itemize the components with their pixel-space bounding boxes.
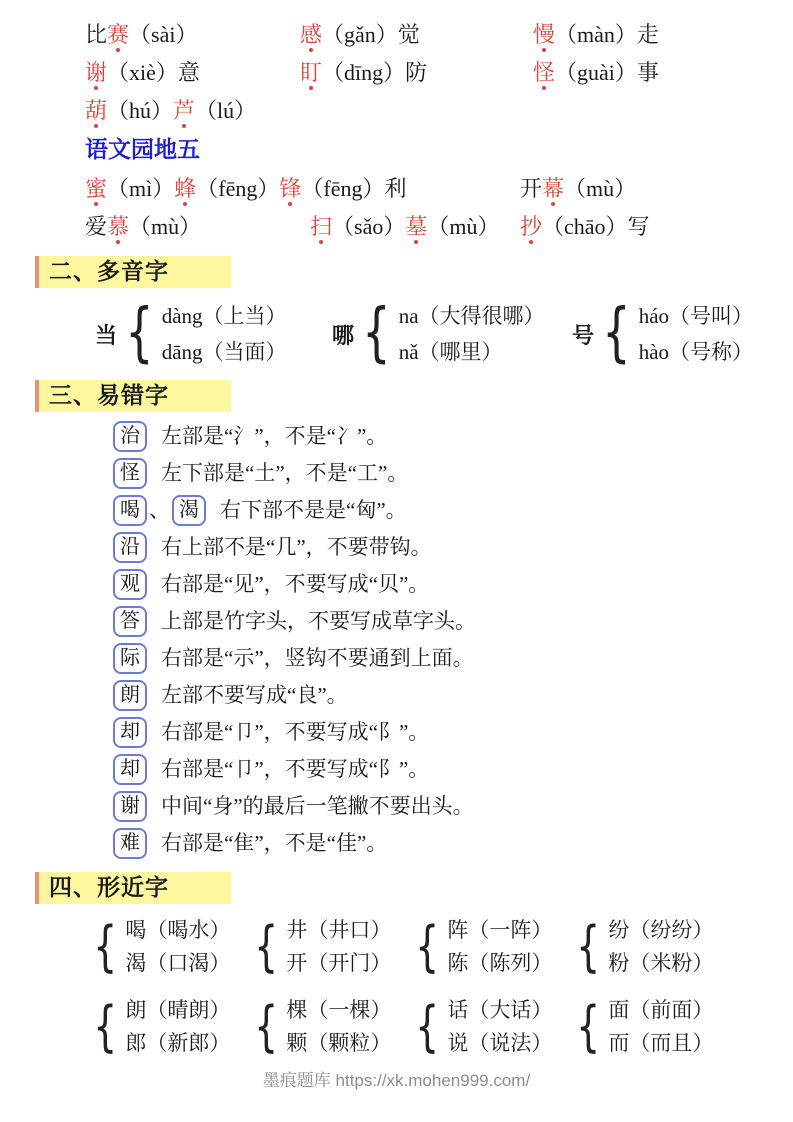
error-note: 右上部不是“几”，不要带钩。	[161, 535, 432, 559]
boxed-character: 朗	[113, 680, 147, 711]
brace-glyph: {	[576, 994, 601, 1058]
pair-word: 颗（颗粒）	[286, 1031, 392, 1055]
text-run: （dīng）防	[322, 60, 428, 85]
boxed-character: 际	[113, 643, 147, 674]
error-note: 左部不要写成“良”。	[161, 683, 348, 707]
brace-glyph: {	[602, 296, 631, 371]
polyphone-group	[95, 298, 332, 370]
boxed-character: 答	[113, 606, 147, 637]
pair-word: 面（前面）	[608, 998, 714, 1022]
key-character: 葫	[85, 98, 108, 123]
error-note: 右部是“见”，不要写成“贝”。	[161, 572, 430, 596]
error-prone-item	[113, 788, 793, 825]
readings-list	[639, 298, 753, 370]
polyphone-group	[332, 298, 572, 370]
pair-word: 话（大话）	[447, 998, 553, 1022]
polyphone-character: 号	[572, 322, 595, 348]
lookalike-group	[410, 914, 571, 980]
pair-word: 朗（晴朗）	[125, 998, 231, 1022]
text-run: （lú）	[195, 98, 257, 123]
text-run: （mù）	[564, 176, 637, 201]
unit-heading: 语文园地五	[85, 137, 200, 162]
section-heading-duoyinzi: 二、多音字	[35, 256, 231, 288]
word-entry	[85, 208, 310, 246]
brace-glyph: {	[415, 914, 440, 978]
text-run: （chāo）写	[542, 214, 650, 239]
text-run: （mù）	[427, 214, 500, 239]
word-pair	[125, 994, 230, 1060]
section-heading-xingjinzi: 四、形近字	[35, 872, 231, 904]
word-entry	[85, 16, 300, 54]
word-row	[85, 54, 793, 92]
reading-entry: háo（号叫）	[638, 304, 754, 328]
boxed-character: 谢	[113, 791, 147, 822]
error-prone-item	[113, 529, 793, 566]
error-note: 右部是“隹”，不是“佳”。	[161, 831, 388, 855]
footer-watermark: 墨痕题库 https://xk.mohen999.com/	[262, 1071, 531, 1090]
reading-entry: dāng（当面）	[161, 340, 287, 364]
key-character: 幕	[542, 176, 565, 201]
key-character: 抄	[520, 214, 543, 239]
error-note: 右部是“示”，竖钩不要通到上面。	[161, 646, 474, 670]
key-character: 慢	[533, 22, 556, 47]
brace-glyph: {	[254, 914, 279, 978]
boxed-character: 却	[113, 754, 147, 785]
text-run: 比	[85, 22, 108, 47]
pair-word: 郎（新郎）	[125, 1031, 231, 1055]
text-run: （fēng）利	[301, 176, 407, 201]
word-recognition-block	[0, 16, 793, 130]
text-run: （sǎo）	[332, 214, 406, 239]
brace-glyph: {	[125, 296, 154, 371]
lookalike-group	[410, 994, 571, 1060]
error-prone-item	[113, 825, 793, 862]
word-entry	[300, 54, 533, 92]
key-character: 扫	[310, 214, 333, 239]
boxed-character: 观	[113, 569, 147, 600]
word-pair	[608, 994, 713, 1060]
error-prone-item	[113, 566, 793, 603]
polyphone-group	[572, 298, 753, 370]
section-heading-wrap	[0, 380, 793, 412]
lookalike-group	[571, 914, 713, 980]
text-run: （guài）事	[555, 60, 659, 85]
word-pair	[125, 914, 230, 980]
error-prone-item	[113, 603, 793, 640]
section-heading-wrap	[0, 256, 793, 288]
polyphone-character: 哪	[332, 322, 355, 348]
pair-word: 纷（纷纷）	[608, 918, 714, 942]
polyphone-character: 当	[95, 322, 118, 348]
text-run: （mì）	[107, 176, 175, 201]
word-pair	[447, 994, 552, 1060]
lookalike-group	[571, 994, 713, 1060]
pair-word: 而（而且）	[608, 1031, 714, 1055]
word-pair	[286, 914, 391, 980]
text-run: 爱	[85, 214, 108, 239]
word-entry	[310, 208, 520, 246]
pair-word: 粉（米粉）	[608, 951, 714, 975]
word-entry	[520, 208, 650, 246]
readings-list	[399, 298, 545, 370]
section-heading-wrap	[0, 872, 793, 904]
key-character: 谢	[85, 60, 108, 85]
key-character: 蜜	[85, 176, 108, 201]
error-prone-item	[113, 714, 793, 751]
text-run: 开	[520, 176, 543, 201]
pair-word: 棵（一棵）	[286, 998, 392, 1022]
lookalike-row	[0, 914, 793, 980]
boxed-character: 怪	[113, 458, 147, 489]
reading-entry: dàng（上当）	[161, 304, 287, 328]
brace-glyph: {	[254, 994, 279, 1058]
word-pair	[286, 994, 391, 1060]
key-character: 锋	[279, 176, 302, 201]
brace-glyph: {	[576, 914, 601, 978]
error-prone-item	[113, 492, 793, 529]
key-character: 怪	[533, 60, 556, 85]
word-entry	[520, 170, 636, 208]
pair-word: 井（井口）	[286, 918, 392, 942]
error-prone-item	[113, 677, 793, 714]
boxed-character: 治	[113, 421, 147, 452]
lookalike-group	[88, 914, 249, 980]
error-note: 左部是“氵”，不是“冫”。	[161, 424, 388, 448]
word-pair	[447, 914, 552, 980]
error-note: 右部是“卩”，不要写成“阝”。	[161, 720, 430, 744]
xingjinzi-block	[0, 914, 793, 1060]
boxed-character: 渴	[172, 495, 206, 526]
word-entry	[85, 92, 300, 130]
pair-word: 陈（陈列）	[447, 951, 553, 975]
pair-word: 喝（喝水）	[125, 918, 231, 942]
word-row	[85, 170, 793, 208]
word-entry	[533, 16, 659, 54]
reading-entry: nǎ（哪里）	[398, 340, 503, 364]
pair-word: 说（说法）	[447, 1031, 553, 1055]
reading-entry: na（大得很哪）	[398, 304, 545, 328]
yicuozi-block	[0, 418, 793, 862]
section-heading-yicuozi: 三、易错字	[35, 380, 231, 412]
boxed-character: 却	[113, 717, 147, 748]
error-prone-item	[113, 640, 793, 677]
text-run: （gǎn）觉	[322, 22, 420, 47]
readings-list	[162, 298, 287, 370]
pair-word: 开（开门）	[286, 951, 392, 975]
lookalike-group	[88, 994, 249, 1060]
word-entry	[533, 54, 659, 92]
error-prone-item	[113, 418, 793, 455]
error-note: 中间“身”的最后一笔撇不要出头。	[161, 794, 474, 818]
brace-glyph: {	[362, 296, 391, 371]
error-note: 右部是“卩”，不要写成“阝”。	[161, 757, 430, 781]
separator: 、	[149, 498, 170, 522]
key-character: 慕	[107, 214, 130, 239]
text-run: （màn）走	[555, 22, 659, 47]
text-run: （xiè）意	[107, 60, 200, 85]
text-run: （sài）	[129, 22, 198, 47]
word-pair	[608, 914, 713, 980]
key-character: 感	[300, 22, 323, 47]
unit-word-block	[0, 170, 793, 246]
word-entry	[85, 170, 520, 208]
text-run: （mù）	[129, 214, 202, 239]
key-character: 墓	[405, 214, 428, 239]
text-run: （fēng）	[196, 176, 280, 201]
lookalike-group	[249, 914, 410, 980]
brace-glyph: {	[93, 914, 118, 978]
word-row	[85, 16, 793, 54]
text-run: （hú）	[107, 98, 174, 123]
boxed-character: 沿	[113, 532, 147, 563]
brace-glyph: {	[93, 994, 118, 1058]
boxed-character: 难	[113, 828, 147, 859]
word-row	[85, 92, 793, 130]
brace-glyph: {	[415, 994, 440, 1058]
error-prone-item	[113, 751, 793, 788]
word-entry	[85, 54, 300, 92]
pair-word: 阵（一阵）	[447, 918, 553, 942]
key-character: 赛	[107, 22, 130, 47]
word-entry	[300, 16, 533, 54]
word-row	[85, 208, 793, 246]
error-note: 右下部不是是“匈”。	[220, 498, 407, 522]
error-note: 左下部是“土”，不是“工”。	[161, 461, 409, 485]
boxed-character: 喝	[113, 495, 147, 526]
pair-word: 渴（口渴）	[125, 951, 231, 975]
lookalike-row	[0, 994, 793, 1060]
reading-entry: hào（号称）	[638, 340, 754, 364]
error-note: 上部是竹字头，不要写成草字头。	[161, 609, 476, 633]
error-prone-item	[113, 455, 793, 492]
key-character: 芦	[173, 98, 196, 123]
key-character: 蜂	[174, 176, 197, 201]
lookalike-group	[249, 994, 410, 1060]
duoyinzi-block	[0, 298, 793, 370]
key-character: 盯	[300, 60, 323, 85]
